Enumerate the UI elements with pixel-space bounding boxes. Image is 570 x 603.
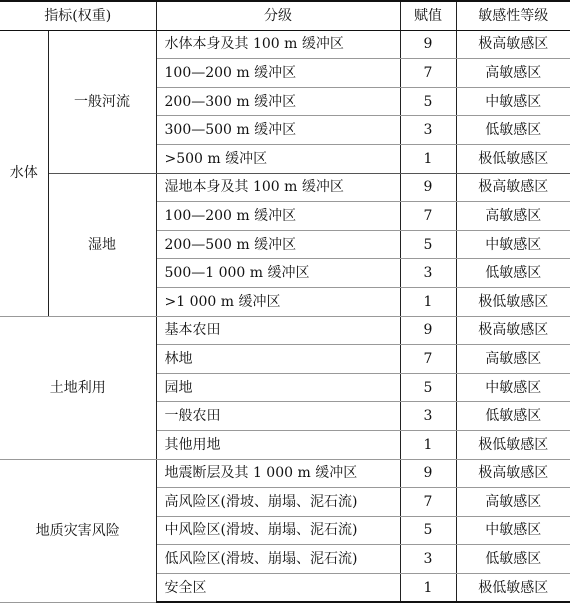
hazard-group	[0, 459, 570, 602]
value-cell: 9	[400, 173, 456, 202]
table-row	[0, 459, 570, 488]
value-cell: 1	[400, 430, 456, 459]
value-cell: 7	[400, 59, 456, 88]
table-header-row	[0, 1, 570, 30]
level-cell: 极高敏感区	[456, 30, 570, 59]
level-cell: 低敏感区	[456, 545, 570, 574]
grade-cell: 安全区	[156, 573, 400, 602]
grade-cell: 其他用地	[156, 430, 400, 459]
value-cell: 3	[400, 116, 456, 145]
level-cell: 低敏感区	[456, 116, 570, 145]
header-value: 赋值	[400, 1, 456, 30]
value-cell: 7	[400, 202, 456, 231]
value-cell: 1	[400, 573, 456, 602]
grade-cell: 湿地本身及其 100 m 缓冲区	[156, 173, 400, 202]
level-cell: 高敏感区	[456, 202, 570, 231]
value-cell: 5	[400, 516, 456, 545]
indicator-wetland: 湿地	[48, 173, 156, 316]
value-cell: 3	[400, 402, 456, 431]
indicator-river: 一般河流	[48, 30, 156, 173]
value-cell: 1	[400, 144, 456, 173]
level-cell: 高敏感区	[456, 59, 570, 88]
grade-cell: 低风险区(滑坡、崩塌、泥石流)	[156, 545, 400, 574]
level-cell: 高敏感区	[456, 488, 570, 517]
level-cell: 高敏感区	[456, 345, 570, 374]
table-row	[0, 173, 570, 202]
value-cell: 5	[400, 230, 456, 259]
grade-cell: 地震断层及其 1 000 m 缓冲区	[156, 459, 400, 488]
grade-cell: 林地	[156, 345, 400, 374]
value-cell: 9	[400, 30, 456, 59]
grade-cell: 500—1 000 m 缓冲区	[156, 259, 400, 288]
level-cell: 极低敏感区	[456, 573, 570, 602]
value-cell: 3	[400, 545, 456, 574]
grade-cell: 100—200 m 缓冲区	[156, 202, 400, 231]
grade-cell: 高风险区(滑坡、崩塌、泥石流)	[156, 488, 400, 517]
level-cell: 极高敏感区	[456, 316, 570, 345]
level-cell: 中敏感区	[456, 230, 570, 259]
indicator-water: 水体	[0, 30, 48, 316]
value-cell: 7	[400, 488, 456, 517]
grade-cell: 园地	[156, 373, 400, 402]
grade-cell: 300—500 m 缓冲区	[156, 116, 400, 145]
land-group	[0, 316, 570, 459]
level-cell: 中敏感区	[456, 87, 570, 116]
grade-cell: >500 m 缓冲区	[156, 144, 400, 173]
value-cell: 5	[400, 87, 456, 116]
table-row	[0, 316, 570, 345]
value-cell: 3	[400, 259, 456, 288]
grade-cell: 100—200 m 缓冲区	[156, 59, 400, 88]
grade-cell: 200—300 m 缓冲区	[156, 87, 400, 116]
level-cell: 极高敏感区	[456, 173, 570, 202]
level-cell: 极低敏感区	[456, 430, 570, 459]
grade-cell: 200—500 m 缓冲区	[156, 230, 400, 259]
header-sensitivity: 敏感性等级	[456, 1, 570, 30]
header-grade: 分级	[156, 1, 400, 30]
grade-cell: 基本农田	[156, 316, 400, 345]
header-indicator: 指标(权重)	[0, 1, 156, 30]
grade-cell: 一般农田	[156, 402, 400, 431]
level-cell: 中敏感区	[456, 373, 570, 402]
value-cell: 9	[400, 316, 456, 345]
water-group	[0, 30, 570, 316]
value-cell: 5	[400, 373, 456, 402]
grade-cell: 水体本身及其 100 m 缓冲区	[156, 30, 400, 59]
value-cell: 7	[400, 345, 456, 374]
value-cell: 9	[400, 459, 456, 488]
level-cell: 低敏感区	[456, 402, 570, 431]
table-row	[0, 30, 570, 59]
grade-cell: >1 000 m 缓冲区	[156, 287, 400, 316]
value-cell: 1	[400, 287, 456, 316]
grade-cell: 中风险区(滑坡、崩塌、泥石流)	[156, 516, 400, 545]
level-cell: 中敏感区	[456, 516, 570, 545]
level-cell: 低敏感区	[456, 259, 570, 288]
indicator-hazard: 地质灾害风险	[0, 459, 156, 602]
level-cell: 极低敏感区	[456, 144, 570, 173]
level-cell: 极低敏感区	[456, 287, 570, 316]
indicator-land: 土地利用	[0, 316, 156, 459]
level-cell: 极高敏感区	[456, 459, 570, 488]
